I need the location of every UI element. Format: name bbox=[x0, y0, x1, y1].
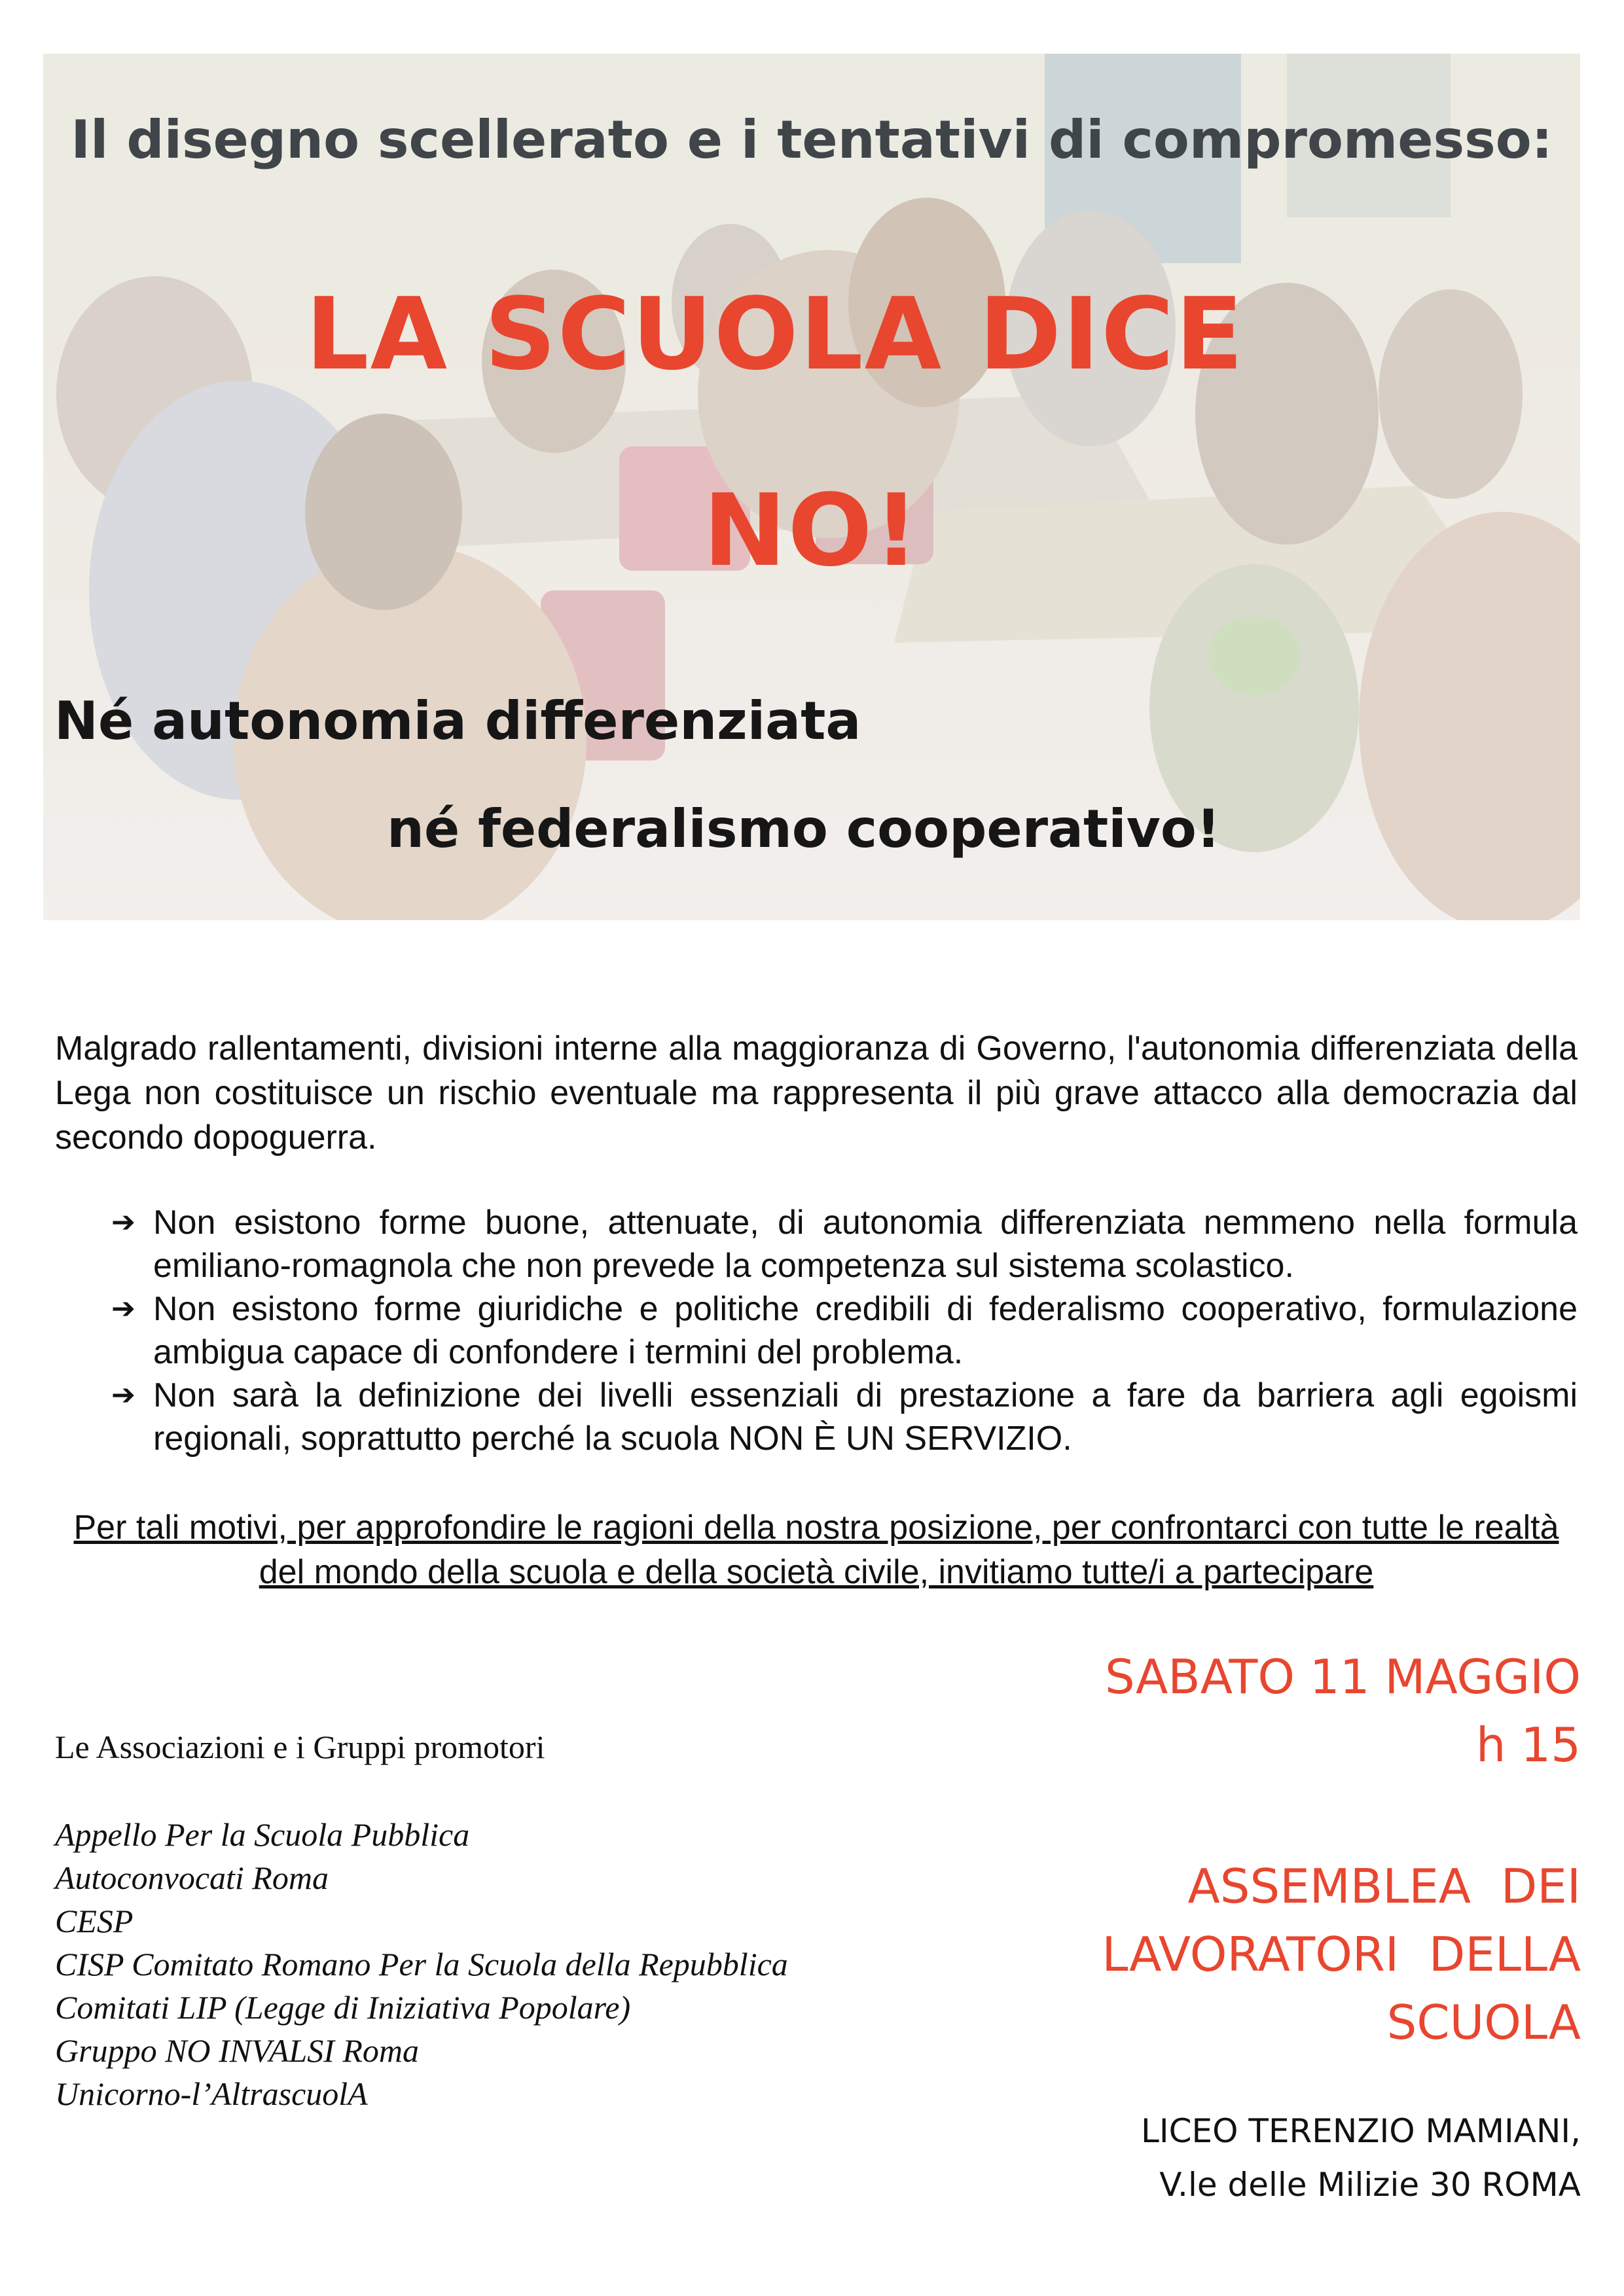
event-title bbox=[1102, 1852, 1581, 2056]
bullet-text: Non esistono forme giuridiche e politiche credibili di federalismo cooperativo, formulazione ambigua capace di confondere i termini del problema. bbox=[153, 1290, 1578, 1371]
bullet-item bbox=[55, 1374, 1578, 1460]
promoter-item: Unicorno-l’AltrascuolA bbox=[55, 2075, 368, 2112]
assembly-line-2: LAVORATORI DELLA bbox=[1102, 1927, 1581, 1982]
intro-paragraph: Malgrado rallentamenti, divisioni interne alla maggioranza di Governo, l'autonomia differenziata della Lega non costituisce un rischio eventuale ma rappresenta il più grave attacco alla democrazia dal secondo dopoguerra. bbox=[55, 1030, 1578, 1157]
bullet-text: Non sarà la definizione dei livelli essenziali di prestazione a fare da barriera agli egoismi regionali, soprattutto perché la scuola NON È UN SERVIZIO. bbox=[153, 1376, 1578, 1458]
promoter-item: CESP bbox=[55, 1903, 134, 1939]
assembly-line-3: SCUOLA bbox=[1386, 1995, 1581, 2050]
promoter-item: Autoconvocati Roma bbox=[55, 1859, 329, 1896]
event-datetime bbox=[1105, 1643, 1581, 1779]
promoters-heading: Le Associazioni e i Gruppi promotori bbox=[55, 1729, 545, 1765]
promoters-list bbox=[55, 1813, 788, 2115]
event-time: h 15 bbox=[1475, 1717, 1581, 1772]
arrow-right-icon: ➔ bbox=[111, 1206, 135, 1239]
subtitle-line-1: Né autonomia differenziata bbox=[54, 691, 861, 751]
promoter-item: CISP Comitato Romano Per la Scuola della Repubblica bbox=[55, 1946, 788, 1982]
header-banner bbox=[43, 54, 1580, 920]
venue-name: LICEO TERENZIO MAMIANI, bbox=[1141, 2112, 1581, 2150]
event-date: SABATO 11 MAGGIO bbox=[1105, 1649, 1581, 1704]
promoter-item: Appello Per la Scuola Pubblica bbox=[55, 1816, 470, 1853]
promoter-item: Comitati LIP (Legge di Iniziativa Popolare) bbox=[55, 1989, 631, 2026]
venue-address: V.le delle Milizie 30 ROMA bbox=[1159, 2166, 1581, 2204]
bullet-text: Non esistono forme buone, attenuate, di autonomia differenziata nemmeno nella formula emiliano-romagnola che non prevede la competenza sul sistema scolastico. bbox=[153, 1204, 1578, 1285]
invitation-text: Per tali motivi, per approfondire le ragioni della nostra posizione, per confrontarci con tutte le realtà del mondo della scuola e della società civile, invitiamo tutte/i a partecipare bbox=[73, 1509, 1559, 1591]
bullet-item bbox=[55, 1287, 1578, 1374]
headline-line-2: NO! bbox=[703, 473, 920, 588]
promoter-item: Gruppo NO INVALSI Roma bbox=[55, 2032, 420, 2069]
headline-line-1: LA SCUOLA DICE bbox=[305, 276, 1245, 392]
bullet-item bbox=[55, 1201, 1578, 1287]
arrow-right-icon: ➔ bbox=[111, 1292, 135, 1325]
assembly-line-1: ASSEMBLEA DEI bbox=[1187, 1859, 1581, 1914]
bullet-list bbox=[55, 1201, 1578, 1460]
subtitle-line-2: né federalismo cooperativo! bbox=[387, 798, 1221, 859]
arrow-right-icon: ➔ bbox=[111, 1378, 135, 1412]
event-venue bbox=[1141, 2104, 1581, 2212]
banner-title: Il disegno scellerato e i tentativi di compromesso: bbox=[71, 109, 1553, 170]
